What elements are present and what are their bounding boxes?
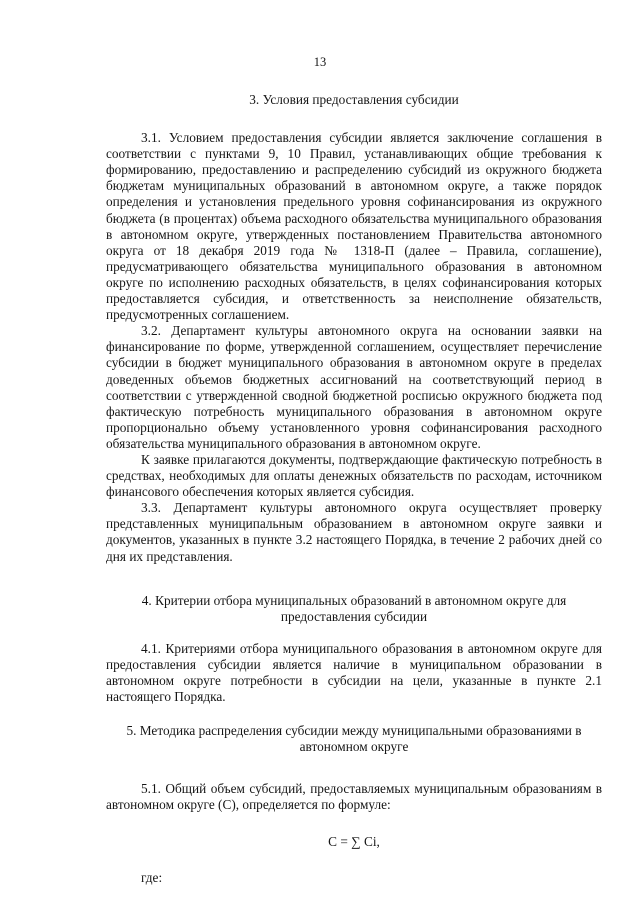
where-label: где: (141, 869, 163, 885)
paragraph-3-2-attachment: К заявке прилагаются документы, подтверждающие фактическую потребность в средствах, необходимых для оплаты денежных обязательств по расходам, источником финансового обеспечения которых является субсидия. (106, 451, 602, 500)
section-title-3: 3. Условия предоставления субсидии (249, 92, 459, 107)
document-body (106, 92, 602, 886)
paragraph-5-1: 5.1. Общий объем субсидий, предоставляемых муниципальным образованиям в автономном округе (С), определяется по формуле: (106, 781, 602, 813)
paragraph-3-3: 3.3. Департамент культуры автономного округа осуществляет проверку представленных муниципальным образованием в автономном округе заявки и документов, указанных в пункте 3.2 настоящего Порядка, в течение 2 рабочих дней со дня их представления. (106, 500, 602, 564)
paragraph-3-2: 3.2. Департамент культуры автономного округа на основании заявки на финансирование по форме, утвержденной соглашением, осуществляет перечисление субсидии в бюджет муниципального образования в автономном округе в пределах доведенных объемов бюджетных ассигнований на соответствующий период в соответствии с утвержденной сводной бюджетной росписью окружного бюджета под фактическую потребность муниципального образования в автономном округе пропорционально объему установленного уровня софинансирования расходного обязательства муниципального образования в автономном округе. (106, 323, 602, 451)
section-title-5: 5. Методика распределения субсидии между муниципальными образованиями в автономном округе (126, 723, 582, 755)
paragraph-3-1: 3.1. Условием предоставления субсидии является заключение соглашения в соответствии с пунктами 9, 10 Правил, устанавливающих общие требования к формированию, предоставлению и распределению субсидий из окружного бюджета бюджетам муниципальных образований в автономном округе, а также порядок определения и установления предельного уровня софинансирования из окружного бюджета (в процентах) объема расходного обязательства муниципального образования в автономном округе, утвержденных постановлением Правительства автономного округа от 18 декабря 2019 года № 1318-П (далее – Правила, соглашение), предусматривающего обязательства муниципального образования в автономном округе по исполнению расходных обязательств, в целях софинансирования которых предоставляется субсидия, и ответственность за неисполнение обязательств, предусмотренных соглашением. (106, 130, 602, 323)
page-number: 13 (313, 55, 327, 69)
formula: С = ∑ Сi, (328, 833, 380, 849)
paragraph-4-1: 4.1. Критериями отбора муниципального образования в автономном округе для предоставления субсидии является наличие в муниципальном образовании в автономном округе потребности в субсидии на цели, указанные в пункте 2.1 настоящего Порядка. (106, 640, 602, 705)
section-title-4: 4. Критерии отбора муниципальных образований в автономном округе для предоставления субсидии (141, 592, 567, 624)
